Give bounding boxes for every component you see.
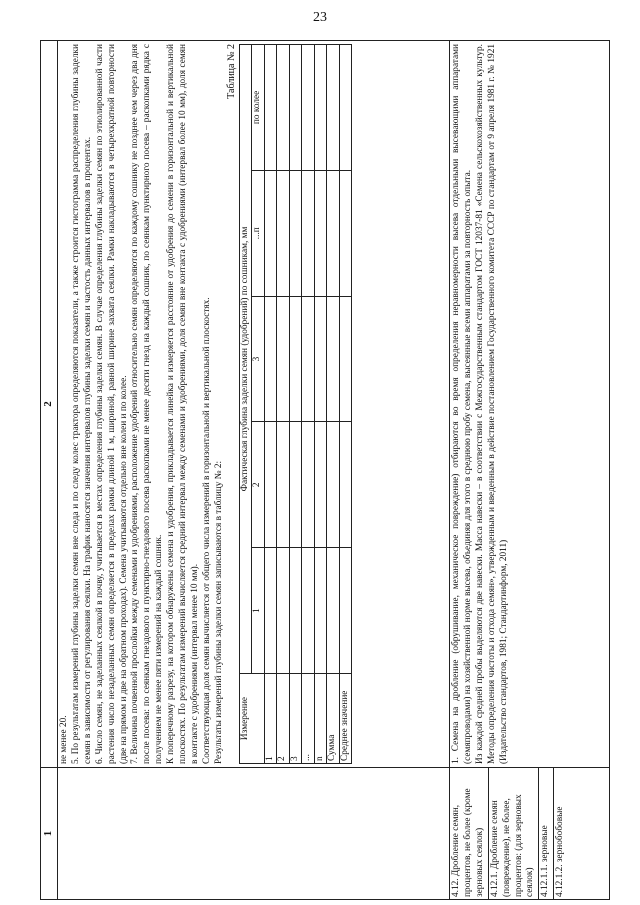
indicator-4-12-1-2: 4.12.1.2. зернобобовые — [555, 806, 566, 897]
table-row — [339, 45, 352, 764]
crushing-method-cell — [450, 41, 610, 768]
col-num: 1 — [252, 548, 265, 674]
col-num: по колее — [252, 45, 265, 171]
table-row — [302, 45, 315, 764]
header-col-2: 2 — [41, 41, 58, 768]
indicator-4-12: 4.12. Дробление семян, процентов, не более (кроме зерновых сеялок) — [450, 768, 489, 899]
paragraph: не менее 20. — [59, 715, 69, 764]
row-label: 3 — [289, 674, 302, 764]
paragraph: Из каждой средней пробы выделяются две навески. Масса навески – в соответствии с Межгосударственным стандартом ГОСТ 12037-81 «Семена сельскохозяйственных культур. Методы определения чистоты и отхода семян», утвержденным и введенным в действие постановлением Государственного комитета СССР по стандартам от 9 апреля 1981 г. № 1921 (Издательство стандартов, 1981; Стандартинформ, 2011) — [474, 44, 509, 764]
rotated-page — [40, 40, 610, 900]
col-group-header: Фактическая глубина заделки семян (удобрений) по сошникам, мм — [239, 45, 252, 674]
indicator-4-12-1: 4.12.1. Дробление семян (повреждение), не более, процентов: (для зерновых сеялок) — [489, 768, 540, 899]
row-label: 1 — [264, 674, 277, 764]
row-label: Сумма — [327, 674, 340, 764]
row-label: n — [314, 674, 327, 764]
row-label: ... — [302, 674, 315, 764]
paragraph: К поперечному разрезу, на котором обнаружены семена и удобрения, прикладывается линейка и измеряется расстояние от удобрения до семени в горизонтальной и вертикальной плоскостях. По результатам измерений вычисляется средний интервал между семенами и удобрениями, доля семян вне контакта с удобрениями (интервал более 10 мм), доля семян в контакте с удобрениями (интервал менее 10 мм). — [166, 44, 200, 764]
table-2 — [239, 44, 353, 764]
paragraph: 5. По результатам измерений глубины заделки семян вне следа и по следу колес трактора определяются показатели, а также строится гистограмма распределения глубины заделки семян в зависимости от регулирования сеялки. На график наносятся значения интервалов глубины заделки семян и частость данных интервалов в процентах. — [70, 44, 93, 764]
table-row — [314, 45, 327, 764]
left-empty-cell — [58, 768, 450, 900]
header-col-1: 1 — [41, 768, 58, 900]
table-row — [327, 45, 340, 764]
table-row — [264, 45, 277, 764]
indicator-4-12-1-1: 4.12.1.1. зерновые — [539, 768, 554, 899]
indicator-cell — [450, 768, 610, 900]
paragraph: 1. Семена на дробление (обрушивание, механическое повреждение) отбираются во время определения неравномерности высева отдельными высевающими аппаратами (семяпроводами) на хозяйственной норме высева, объединяя для этого в среднюю пробу семена, высеянные всеми аппаратами за повторность опыта. — [451, 44, 473, 764]
col-measure-header: Измерение — [239, 674, 264, 764]
table-row — [277, 45, 290, 764]
paragraph: 6. Число семян, не заделанных сеялкой в почву, учитывается в местах определения глубины заделки семян. В случае определения глубины заделки семян по этиолированной части растения число незаделанных семян определяется в пределах рамки длиной 1 м, шириной, равной ширине захвата сеялки. Рамки накладываются в четырехкратной повторности (две на прямом и две на обратном проходах). Семена учитываются отдельно вне колеи и по колее. — [94, 44, 129, 764]
row-label: 2 — [277, 674, 290, 764]
paragraph: 7. Величина почвенной прослойки между семенами и удобрениями, расположение удобрений относительно семян определяются по каждому сошнику не позднее чем через два дня после посева: по сеянкам гнездового и пунктирно-гнездового посева раскопками не менее десяти гнезд на каждый сошник, по сеянкам пунктирного посева – раскопками рядка с получением не менее пяти измерений на каждый сошник. — [130, 44, 165, 764]
col-num: 3 — [252, 296, 265, 422]
page-number: 23 — [313, 10, 327, 25]
main-table — [40, 40, 610, 900]
col-num: ...п — [252, 170, 265, 296]
col-num: 2 — [252, 422, 265, 548]
paragraph: Соответствующая доля семян вычисляется от общего числа измерений в горизонтальной и вертикальной плоскостях. — [201, 297, 212, 764]
paragraph: Результаты измерений глубины заделки семян записываются в таблицу № 2: — [213, 460, 224, 764]
table-2-title: Таблица № 2 — [225, 44, 237, 99]
row-label: Среднее значение — [339, 674, 352, 764]
method-text-cell — [58, 41, 450, 768]
table-row — [289, 45, 302, 764]
